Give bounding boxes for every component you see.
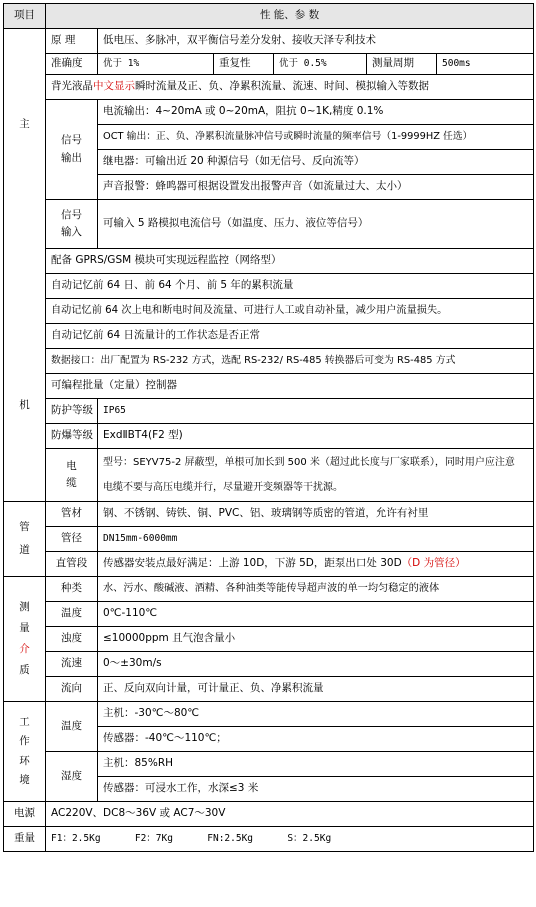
env-temp-host-row <box>4 702 534 727</box>
principle-label: 原 理 <box>46 29 98 54</box>
signal-input-row <box>4 200 534 249</box>
sound-alarm: 声音报警：蜂鸣器可根据设置发出报警声音（如流量过大、太小） <box>98 175 534 200</box>
medium-direction-label: 流向 <box>46 677 98 702</box>
power-value: AC220V、DC8～36V 或 AC7～30V <box>46 802 534 827</box>
explosion-row <box>4 424 534 449</box>
host-principle-row <box>4 29 534 54</box>
env-temp-host: 主机：-30℃～80℃ <box>98 702 534 727</box>
data-interface-text: 数据接口：出厂配置为 RS-232 方式，选配 RS-232/ RS-485 转换器后可变为 RS-485 方式 <box>46 349 534 374</box>
signal-output-current-row <box>4 100 534 125</box>
memory-text-2: 自动记忆前 64 次上电和断电时间及流量、可进行人工或自动补量，减少用户流量损失。 <box>46 299 534 324</box>
medium-type-label: 种类 <box>46 577 98 602</box>
cable-group-label: 电 缆 <box>46 449 98 502</box>
env-temp-label: 温度 <box>46 702 98 752</box>
signal-output-label: 信号 输出 <box>46 100 98 200</box>
medium-velocity-value: 0～±30m/s <box>98 652 534 677</box>
memory-text-3: 自动记忆前 64 日流量计的工作状态是否正常 <box>46 324 534 349</box>
gprs-row <box>4 249 534 274</box>
signal-input-label: 信号 输入 <box>46 200 98 249</box>
lcd-chinese-highlight: 中文显示 <box>93 80 135 93</box>
current-output: 电流输出：4~20mA 或 0~20mA，阻抗 0~1K,精度 0.1% <box>98 100 534 125</box>
memory-1-row <box>4 274 534 299</box>
weight-value: F1：2.5Kg F2：7Kg FN:2.5Kg S：2.5Kg <box>46 827 534 852</box>
signal-input-value: 可输入 5 路模拟电流信号（如温度、压力、液位等信号） <box>98 200 534 249</box>
oct-output: OCT 输出：正、负、净累积流量脉冲信号或瞬时流量的频率信号（1-9999HZ 任选） <box>98 125 534 150</box>
pipe-straight-row <box>4 552 534 577</box>
spec-table <box>3 3 534 852</box>
header-row <box>4 4 534 29</box>
medium-temp-value: 0℃-110℃ <box>98 602 534 627</box>
accuracy-value: 优于 1% <box>98 54 214 75</box>
pipe-straight-value: 传感器安装点最好满足：上游 10D，下游 5D，距泵出口处 30D（D 为管径） <box>98 552 534 577</box>
pipe-straight-label: 直管段 <box>46 552 98 577</box>
pipe-diameter-label: 管径 <box>46 527 98 552</box>
period-label: 测量周期 <box>367 54 437 75</box>
memory-2-row <box>4 299 534 324</box>
env-humidity-label: 湿度 <box>46 752 98 802</box>
lcd-display-text: 背光液晶中文显示瞬时流量及正、负、净累积流量、流速、时间、模拟输入等数据 <box>46 75 534 100</box>
repeatability-value: 优于 0.5% <box>274 54 367 75</box>
relay-output: 继电器：可输出近 20 种源信号（如无信号、反向流等） <box>98 150 534 175</box>
medium-turbidity-label: 浊度 <box>46 627 98 652</box>
power-row <box>4 802 534 827</box>
header-item: 项目 <box>4 4 46 29</box>
host-lcd-row <box>4 75 534 100</box>
explosion-value: ExdⅡBT4(F2 型) <box>98 424 534 449</box>
memory-text-1: 自动记忆前 64 日、前 64 个月、前 5 年的累积流量 <box>46 274 534 299</box>
protection-row <box>4 399 534 424</box>
medium-direction-value: 正、反向双向计量，可计量正、负、净累积流量 <box>98 677 534 702</box>
power-label: 电源 <box>4 802 46 827</box>
principle-value: 低电压、多脉冲，双平衡信号差分发射、接收天泽专利技术 <box>98 29 534 54</box>
gprs-text: 配备 GPRS/GSM 模块可实现远程监控（网络型） <box>46 249 534 274</box>
medium-velocity-row <box>4 652 534 677</box>
weight-label: 重量 <box>4 827 46 852</box>
explosion-label: 防爆等级 <box>46 424 98 449</box>
env-group-label: 工 作 环 境 <box>4 702 46 802</box>
medium-turbidity-value: ≤10000ppm 且气泡含量小 <box>98 627 534 652</box>
pipe-diameter-note: （D 为管径） <box>401 557 466 570</box>
memory-3-row <box>4 324 534 349</box>
weight-row <box>4 827 534 852</box>
medium-temp-label: 温度 <box>46 602 98 627</box>
env-humidity-host-row <box>4 752 534 777</box>
medium-turbidity-row <box>4 627 534 652</box>
pipe-material-value: 钢、不锈钢、铸铁、铜、PVC、铝、玻璃钢等质密的管道，允许有衬里 <box>98 502 534 527</box>
period-value: 500ms <box>437 54 534 75</box>
medium-type-row <box>4 577 534 602</box>
pipe-group-label: 管 道 <box>4 502 46 577</box>
medium-velocity-label: 流速 <box>46 652 98 677</box>
medium-temp-row <box>4 602 534 627</box>
host-accuracy-row <box>4 54 534 75</box>
accuracy-label: 准确度 <box>46 54 98 75</box>
batch-row <box>4 374 534 399</box>
cable-row <box>4 449 534 502</box>
medium-group-label: 测 量 介 质 <box>4 577 46 702</box>
env-humidity-host: 主机：85%RH <box>98 752 534 777</box>
cable-text: 型号：SEYV75-2 屏蔽型，单根可加长到 500 米（超过此长度与厂家联系），同时用户应注意 电缆不要与高压电缆并行，尽量避开变频器等干扰源。 <box>98 449 534 502</box>
pipe-material-label: 管材 <box>46 502 98 527</box>
env-temp-sensor: 传感器：-40℃～110℃； <box>98 727 534 752</box>
env-humidity-sensor: 传感器：可浸水工作，水深≤3 米 <box>98 777 534 802</box>
header-spec: 性 能、参 数 <box>46 4 534 29</box>
repeatability-label: 重复性 <box>214 54 274 75</box>
medium-direction-row <box>4 677 534 702</box>
data-interface-row <box>4 349 534 374</box>
medium-type-value: 水、污水、酸碱液、酒精、各种油类等能传导超声波的单一均匀稳定的液体 <box>98 577 534 602</box>
pipe-diameter-value: DN15mm-6000mm <box>98 527 534 552</box>
protection-value: IP65 <box>98 399 534 424</box>
batch-text: 可编程批量（定量）控制器 <box>46 374 534 399</box>
host-group-label: 主 机 <box>4 29 46 502</box>
protection-label: 防护等级 <box>46 399 98 424</box>
pipe-material-row <box>4 502 534 527</box>
pipe-diameter-row <box>4 527 534 552</box>
